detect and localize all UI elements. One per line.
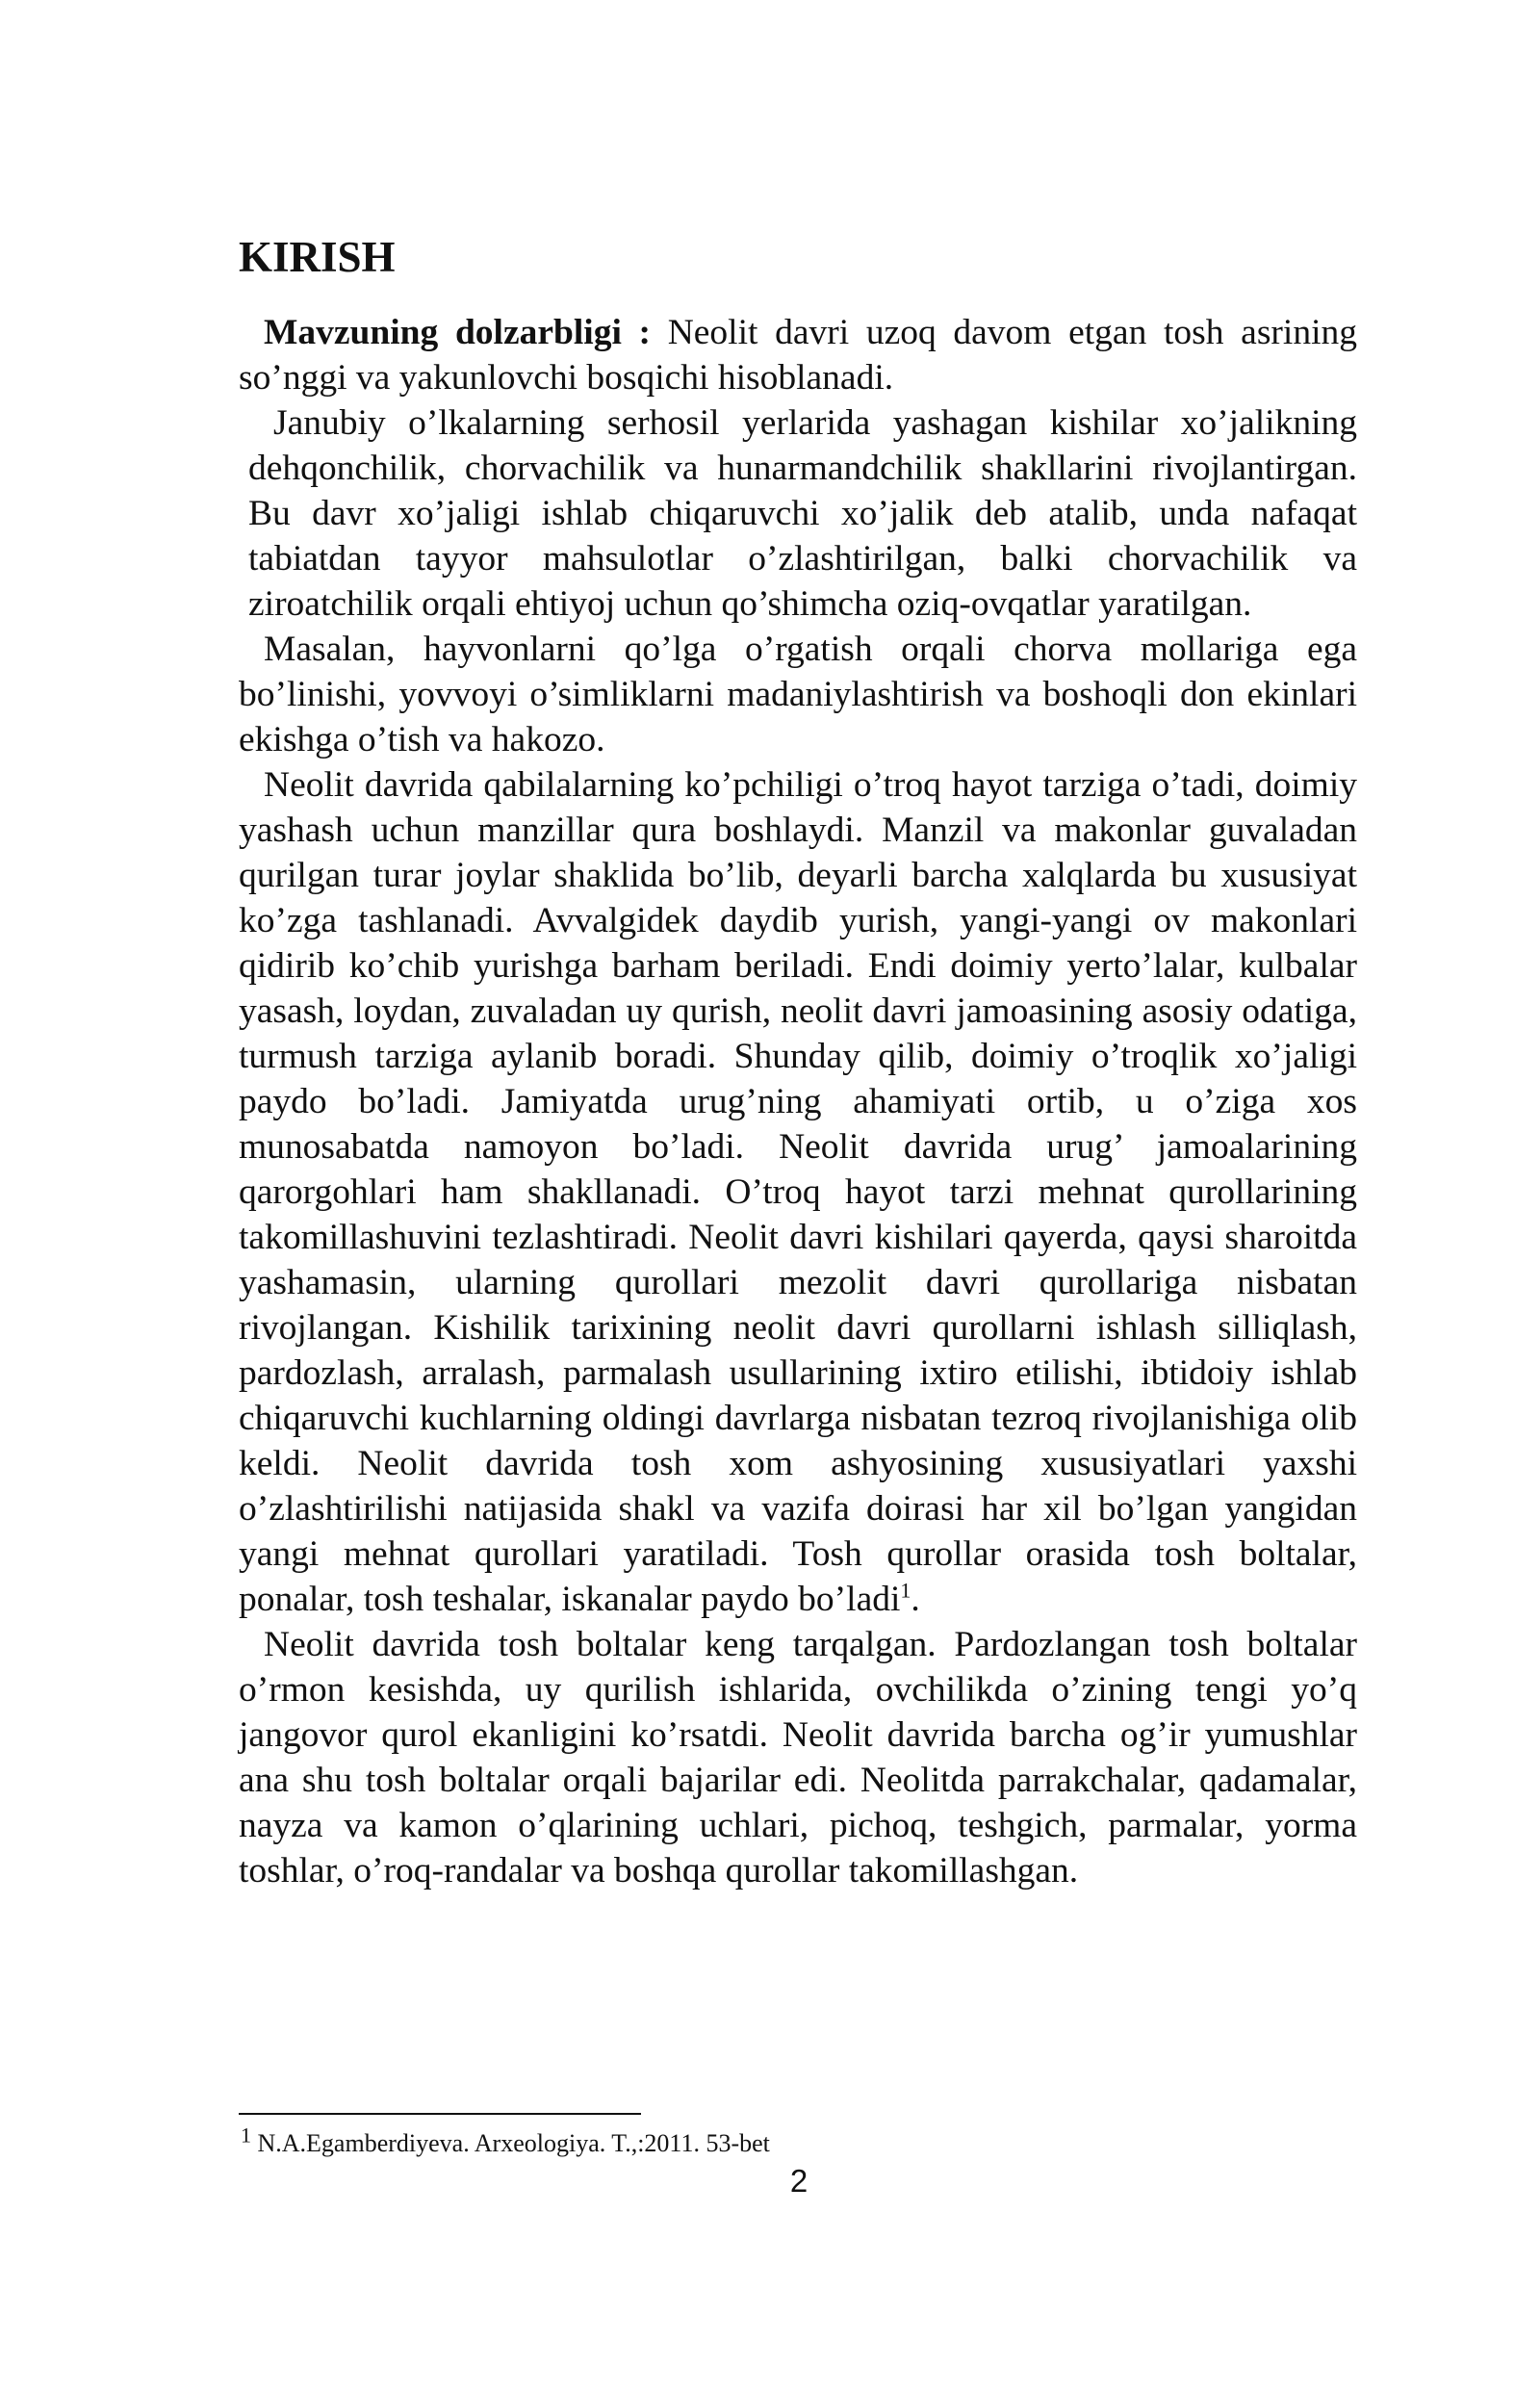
intro-paragraph: [239, 310, 1357, 400]
page-number: 2: [789, 2163, 808, 2199]
paragraph-3: Masalan, hayvonlarni qo’lga o’rgatish orqali chorva mollariga ega bo’linishi, yovvoyi o’simliklarni madaniylashtirish va boshoqli don ekinlari ekishga o’tish va hakozo.: [239, 630, 1357, 759]
intro-lead: Mavzuning dolzarbligi :: [264, 313, 652, 352]
paragraph-4-text: Neolit davrida qabilalarning ko’pchiligi o’troq hayot tarziga o’tadi, doimiy yashash uchun manzillar qura boshlaydi. Manzil va makonlar guvaladan qurilgan turar joylar shaklida bo’lib, deyarli barcha xalqlarda bu xususiyat ko’zga tashlanadi. Avvalgidek daydib yurish, yangi-yangi ov makonlari qidirib ko’chib yurishga barham beriladi. Endi doimiy yerto’lalar, kulbalar yasash, loydan, zuvaladan uy qurish, neolit davri jamoasining asosiy odatiga, turmush tarziga aylanib boradi. Shunday qilib, doimiy o’troqlik xo’jaligi paydo bo’ladi. Jamiyatda urug’ning ahamiyati ortib, u o’ziga xos munosabatda namoyon bo’ladi. Neolit davrida urug’ jamoalarining qarorgohlari ham shakllanadi. O’troq hayot tarzi mehnat qurollarining takomillashuvini tezlashtiradi. Neolit davri kishilari qayerda, qaysi sharoitda yashamasin, ularning qurollari mezolit davri qurollariga nisbatan rivojlangan. Kishilik tarixining neolit davri qurollarni ishlash silliqlash, pardozlash, arralash, parmalash usullarining ixtiro etilishi, ibtidoiy ishlab chiqaruvchi kuchlarning oldingi davrlarga nisbatan tezroq rivojlanishiga olib keldi. Neolit davrida tosh xom ashyosining xususiyatlari yaxshi o’zlashtirilishi natijasida shakl va vazifa doirasi har xil bo’lgan yangidan yangi mehnat qurollari yaratiladi. Tosh qurollar orasida tosh boltalar, ponalar, tosh teshalar, iskanalar paydo bo’ladi: [239, 765, 1357, 1619]
page-heading: KIRISH: [239, 233, 396, 281]
paragraph-5: Neolit davrida tosh boltalar keng tarqalgan. Pardozlangan tosh boltalar o’rmon kesishda, uy qurilish ishlarida, ovchilikda o’zining tengi yo’q jangovor qurol ekanligini ko’rsatdi. Neolit davrida barcha og’ir yumushlar ana shu tosh boltalar orqali bajarilar edi. Neolitda parrakchalar, qadamalar, nayza va kamon o’qlarining uchlari, pichoq, teshgich, parmalar, yorma toshlar, o’roq-randalar va boshqa qurollar takomillashgan.: [239, 1625, 1357, 1891]
body-text: [239, 310, 1357, 1893]
paragraph-2: Janubiy o’lkalarning serhosil yerlarida yashagan kishilar xo’jalikning dehqonchilik, chorvachilik va hunarmandchilik shakllarini rivojlantirgan. Bu davr xo’jaligi ishlab chiqaruvchi xo’jalik deb atalib, unda nafaqat tabiatdan tayyor mahsulotlar o’zlashtirilgan, balki chorvachilik va ziroatchilik orqali ehtiyoj uchun qo’shimcha oziq-ovqatlar yaratilgan.: [248, 403, 1357, 624]
paragraph-4-end: .: [911, 1580, 920, 1619]
footnote-text: N.A.Egamberdiyeva. Arxeologiya. T.,:2011. 53-bet: [251, 2129, 770, 2157]
paragraph-4: [239, 762, 1357, 1622]
footnote-marker: 1: [241, 2123, 251, 2148]
intro-text: Neolit davri uzoq davom etgan tosh asrining so’nggi va yakunlovchi bosqichi hisoblanadi.: [239, 313, 1357, 398]
footnote-separator: [239, 2113, 641, 2115]
footnote-reference: 1: [900, 1578, 911, 1603]
footnote: [241, 2123, 770, 2160]
